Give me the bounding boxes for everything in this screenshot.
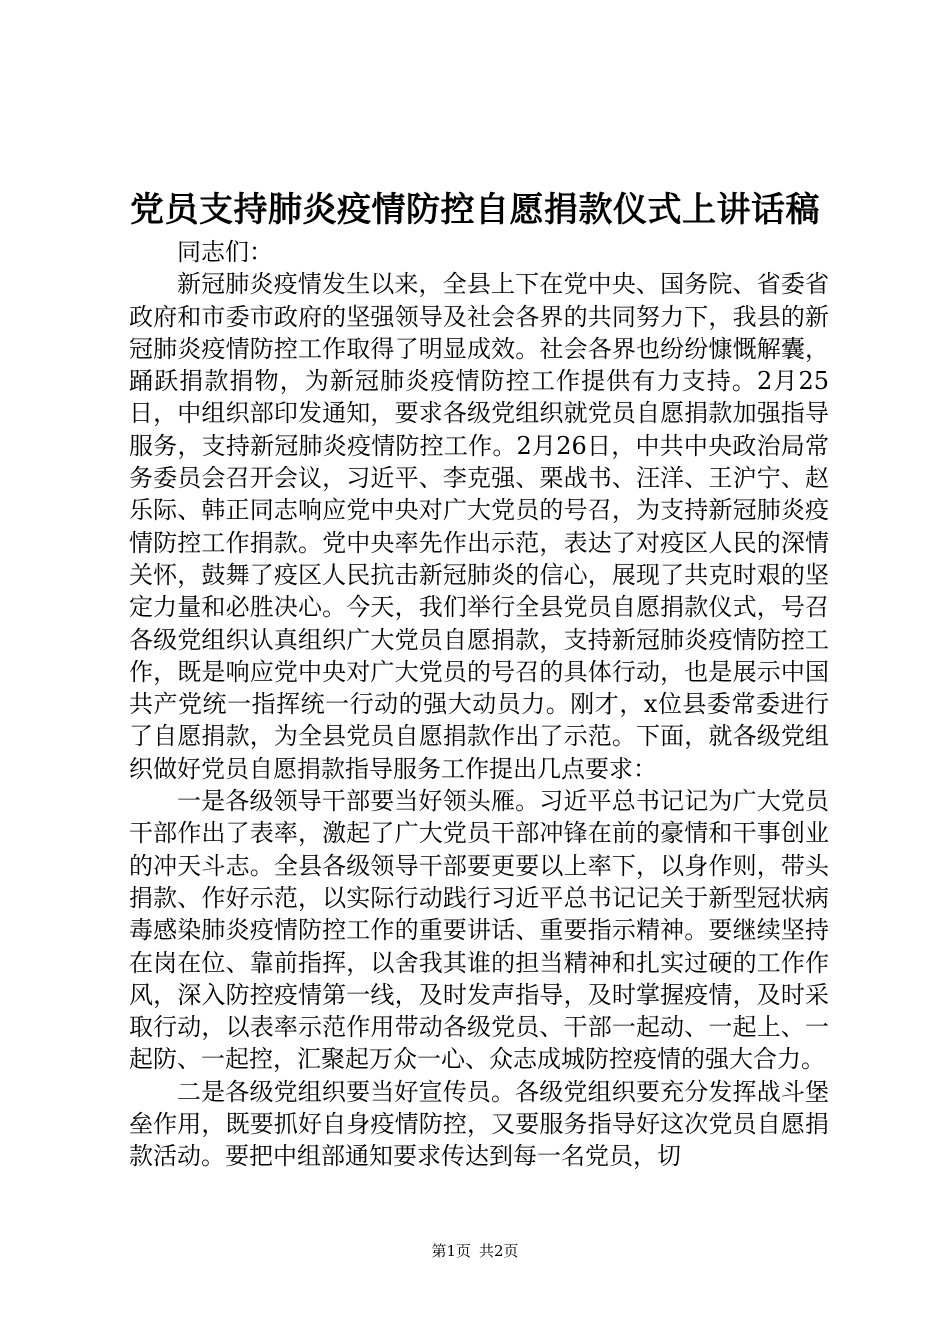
paragraph-intro: 新冠肺炎疫情发生以来，全县上下在党中央、国务院、省委省政府和市委市政府的坚强领导及社会各界的共同努力下，我县的新冠肺炎疫情防控工作取得了明显成效。社会各界也纷纷慷慨解囊，踊跃捐款捐物，为新冠肺炎疫情防控工作提供有力支持。2月25日，中组织部印发通知，要求各级党组织就党员自愿捐款加强指导服务，支持新冠肺炎疫情防控工作。2月26日，中共中央政治局常务委员会召开会议，习近平、李克强、栗战书、汪洋、王沪宁、赵乐际、韩正同志响应党中央对广大党员的号召，为支持新冠肺炎疫情防控工作捐款。党中央率先作出示范，表达了对疫区人民的深情关怀，鼓舞了疫区人民抗击新冠肺炎的信心，展现了共克时艰的坚定力量和必胜决心。今天，我们举行全县党员自愿捐款仪式，号召各级党组织认真组织广大党员自愿捐款，支持新冠肺炎疫情防控工作，既是响应党中央对广大党员的号召的具体行动，也是展示中国共产党统一指挥统一行动的强大动员力。刚才，x位县委常委进行了自愿捐款，为全县党员自愿捐款作出了示范。下面，就各级党组织做好党员自愿捐款指导服务工作提出几点要求： <box>129 270 829 783</box>
page-number-current: 第1页 <box>431 1242 471 1260</box>
document-body <box>129 236 829 1173</box>
paragraph-point-two: 二是各级党组织要当好宣传员。各级党组织要充分发挥战斗堡垒作用，既要抓好自身疫情防控，又要服务指导好这次党员自愿捐款活动。要把中组部通知要求传达到每一名党员，切 <box>129 1077 829 1171</box>
salutation: 同志们： <box>177 238 273 266</box>
page-footer <box>0 1241 950 1261</box>
paragraph-point-one: 一是各级领导干部要当好领头雁。习近平总书记记为广大党员干部作出了表率，激起了广大党员干部冲锋在前的豪情和干事创业的冲天斗志。全县各级领导干部要更要以上率下，以身作则，带头捐款、作好示范，以实际行动践行习近平总书记记关于新型冠状病毒感染肺炎疫情防控工作的重要讲话、重要指示精神。要继续坚持在岗在位、靠前指挥，以舍我其谁的担当精神和扎实过硬的工作作风，深入防控疫情第一线，及时发声指导，及时掌握疫情，及时采取行动，以表率示范作用带动各级党员、干部一起动、一起上、一起防、一起控，汇聚起万众一心、众志成城防控疫情的强大合力。 <box>129 787 829 1074</box>
document-title: 党员支持肺炎疫情防控自愿捐款仪式上讲话稿 <box>130 190 820 230</box>
page-number-total: 共2页 <box>479 1242 519 1260</box>
